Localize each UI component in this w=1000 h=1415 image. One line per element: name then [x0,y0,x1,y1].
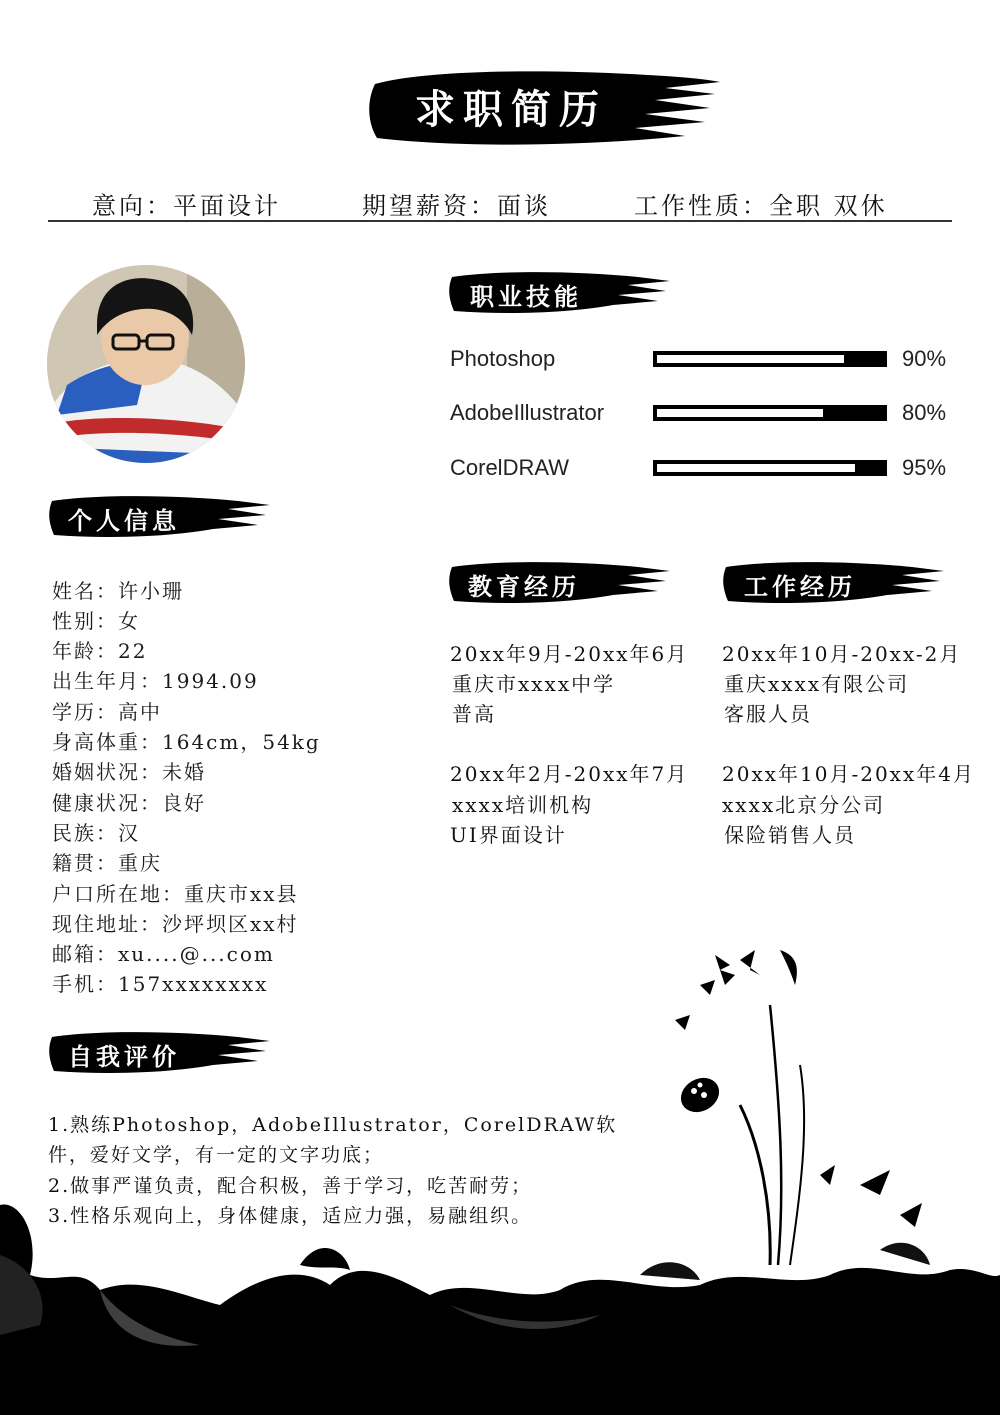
page-title: 求职简历 [415,86,607,133]
section-title-work: 工作经历 [744,572,856,601]
edu-major: 普高 [452,702,496,726]
work-role: 保险销售人员 [724,823,856,847]
intent-position: 意向：平面设计 [92,192,281,220]
skill-bar-fill [657,464,855,472]
skill-percent: 80% [902,400,947,425]
info-height-weight: 身高体重：164cm，54kg [52,730,321,754]
title-banner [365,62,725,152]
info-phone: 手机：157xxxxxxxx [52,972,269,996]
info-address: 现住地址：沙坪坝区xx村 [52,912,299,936]
info-household: 户口所在地：重庆市xx县 [52,882,299,906]
skills-banner [448,267,673,319]
section-title-personal: 个人信息 [68,506,180,535]
work-company: xxxx北京分公司 [722,793,886,817]
work-role: 客服人员 [724,702,812,726]
avatar [47,265,245,463]
info-ethnicity: 民族：汉 [52,821,140,845]
work-period: 20xx年10月-20xx-2月 [722,642,962,666]
section-title-skills: 职业技能 [470,282,582,311]
intent-job-type: 工作性质：全职 双休 [634,192,888,220]
info-marital: 婚姻状况：未婚 [52,760,206,784]
skill-percent: 90% [902,346,947,371]
skill-bar [653,351,887,367]
self-eval-banner [48,1027,273,1079]
intent-row [48,186,952,222]
skill-bar-fill [657,355,844,363]
skill-name: AdobeIllustrator [450,400,605,425]
info-gender: 性别：女 [52,609,140,633]
ink-wash-decoration [0,1195,1000,1415]
skill-bar-fill [657,409,823,417]
self-eval-line: 3.性格乐观向上，身体健康，适应力强，易融组织。 [48,1205,533,1227]
edu-period: 20xx年9月-20xx年6月 [450,642,689,666]
edu-school: xxxx培训机构 [452,793,594,817]
section-title-education: 教育经历 [468,572,580,601]
skill-name: CorelDRAW [450,455,569,480]
info-native-place: 籍贯：重庆 [52,851,162,875]
edu-period: 20xx年2月-20xx年7月 [450,762,689,786]
personal-banner [48,491,273,543]
info-age: 年龄：22 [52,639,148,663]
info-health: 健康状况：良好 [52,791,206,815]
info-name: 姓名：许小珊 [52,579,184,603]
section-title-self: 自我评价 [68,1042,180,1071]
work-banner [722,557,947,609]
skill-bar [653,405,887,421]
skill-percent: 95% [902,455,947,480]
skill-name: Photoshop [450,346,556,371]
work-period: 20xx年10月-20xx年4月 [722,762,975,786]
edu-school: 重庆市xxxx中学 [452,672,616,696]
info-email: 邮箱：xu....@...com [52,942,275,966]
self-eval-line: 件，爱好文学，有一定的文字功底； [48,1144,385,1166]
info-education: 学历：高中 [52,700,162,724]
education-banner [448,557,673,609]
work-company: 重庆xxxx有限公司 [724,672,910,696]
self-eval-line: 2.做事严谨负责，配合积极，善于学习，吃苦耐劳； [48,1175,533,1197]
self-eval-line: 1.熟练Photoshop，AdobeIllustrator，CorelDRAW软 [48,1114,618,1136]
edu-major: UI界面设计 [450,823,567,847]
skill-bar [653,460,887,476]
intent-salary: 期望薪资：面谈 [362,192,551,220]
info-birth: 出生年月：1994.09 [52,669,259,693]
